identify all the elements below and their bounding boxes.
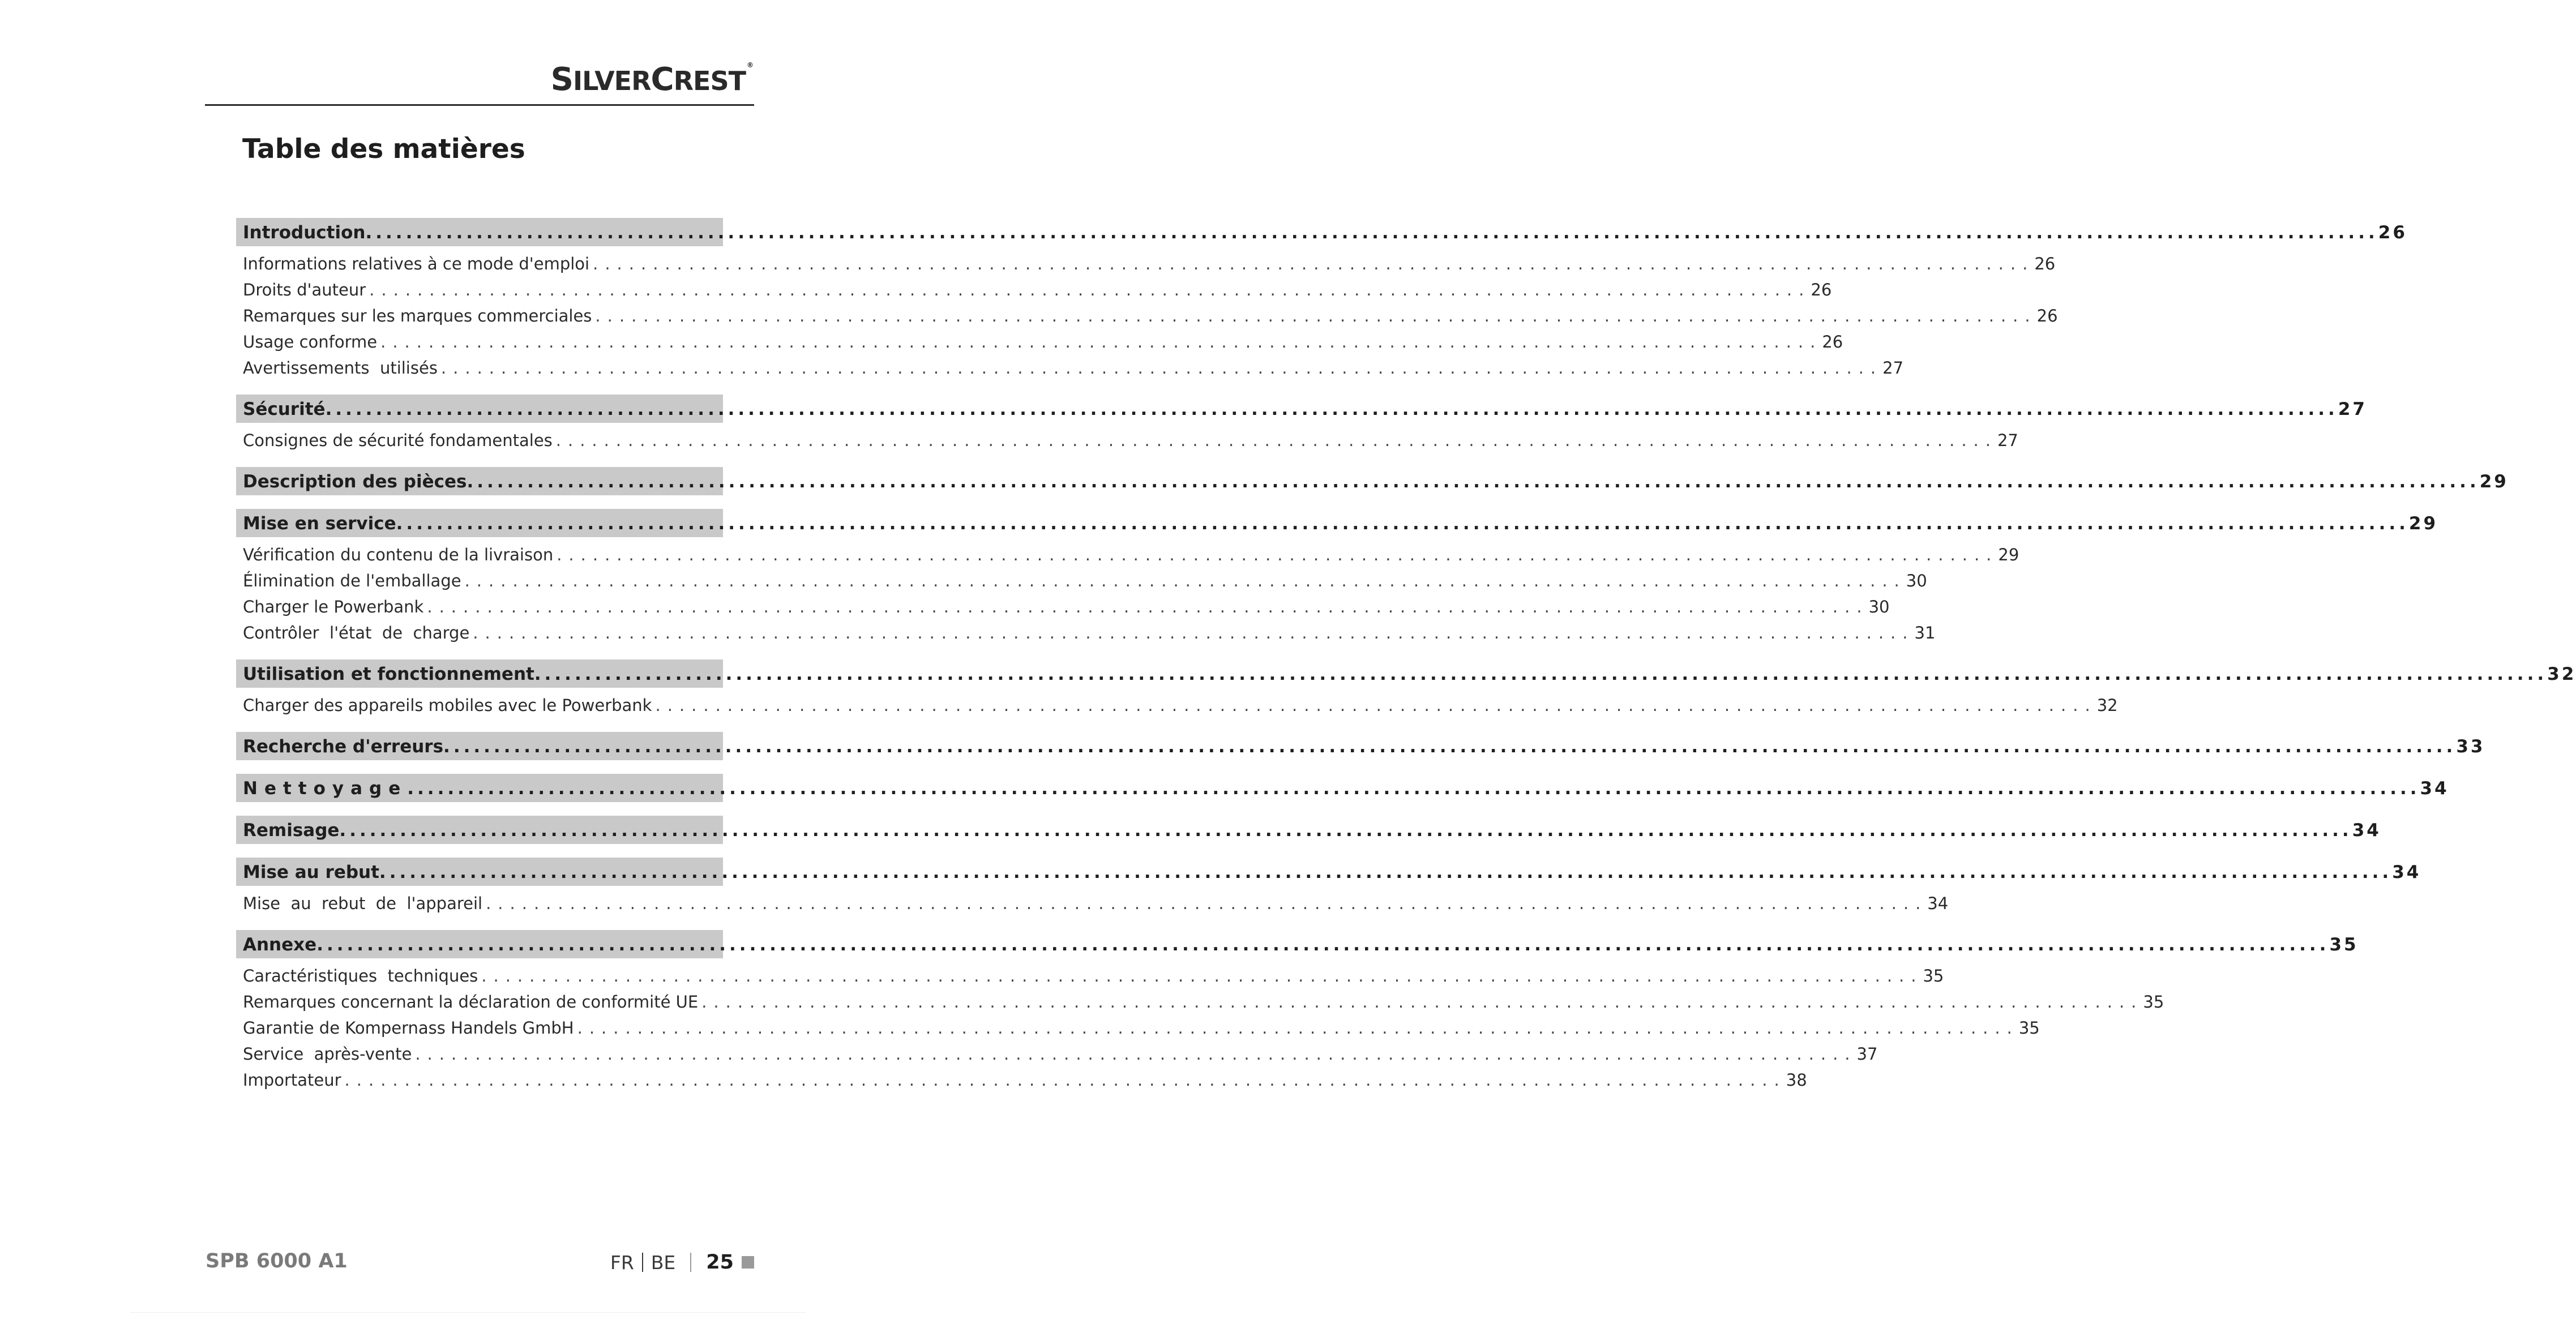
toc-entry[interactable] xyxy=(236,427,2018,453)
toc-section-heading[interactable] xyxy=(236,467,2509,495)
toc-section-page: 35 xyxy=(2329,935,2359,955)
dot-leader: ........................................................................................................................ xyxy=(557,545,1999,564)
toc-section-title: Introduction xyxy=(243,222,366,243)
toc-section-heading[interactable] xyxy=(236,509,2438,537)
toc-entry-page: 27 xyxy=(1882,358,1904,378)
toc-section-title: Mise au rebut xyxy=(243,862,379,882)
toc-section-page: 32 xyxy=(2547,664,2576,684)
square-marker-icon xyxy=(742,1256,754,1269)
toc-entry-page: 32 xyxy=(2096,696,2118,715)
toc-entry-page: 26 xyxy=(2034,254,2056,273)
toc-section-title: Utilisation et fonctionnement xyxy=(243,664,534,684)
toc-section-heading[interactable] xyxy=(236,395,2367,423)
dot-leader: ........................................................................................................................................................................................................ xyxy=(396,513,2409,534)
dot-leader: ........................................................................................................................ xyxy=(344,1070,1786,1090)
dot-leader: ........................................................................................................................ xyxy=(427,597,1869,616)
header-rule xyxy=(205,104,754,106)
brand-logo: SILVERCREST® xyxy=(550,61,753,98)
toc-entry-label: Avertissements utilisés xyxy=(243,358,438,378)
toc-section-heading[interactable] xyxy=(236,732,2485,760)
toc-entry-page: 37 xyxy=(1856,1044,1878,1064)
dot-leader: ........................................................................................................................ xyxy=(440,358,1883,378)
toc-section-heading[interactable] xyxy=(236,816,2381,844)
toc-entry-page: 34 xyxy=(1927,894,1949,913)
dot-leader: ........................................................................................................................................................................................................ xyxy=(379,862,2393,882)
page-title: Table des matières xyxy=(242,134,525,165)
toc-section-heading[interactable] xyxy=(236,218,2407,246)
dot-leader: ........................................................................................................................ xyxy=(415,1044,1857,1064)
toc-entry[interactable] xyxy=(236,303,2058,329)
toc-section-title: Sécurité xyxy=(243,399,326,419)
dot-leader: ........................................................................................................................................................................................................ xyxy=(467,472,2480,492)
dot-leader: ........................................................................................................................................................................................................ xyxy=(325,399,2338,419)
toc-entry-label: Charger le Powerbank xyxy=(243,597,424,616)
toc-entry[interactable] xyxy=(236,568,1927,594)
toc-entry-label: Charger des appareils mobiles avec le Powerbank xyxy=(243,696,652,715)
dot-leader: ........................................................................................................................ xyxy=(473,623,1915,642)
toc-entry[interactable] xyxy=(236,329,1843,355)
toc-section-title: Nettoyage xyxy=(243,778,408,799)
toc-section-title: Mise en service xyxy=(243,513,396,534)
toc-entry-label: Mise au rebut de l'appareil xyxy=(243,894,483,913)
toc-section-page: 26 xyxy=(2378,222,2407,243)
toc-entry-label: Remarques sur les marques commerciales xyxy=(243,306,592,325)
page-number: 25 xyxy=(706,1251,734,1274)
footer-separator xyxy=(690,1253,691,1272)
toc-section-title: Remisage xyxy=(243,820,340,841)
toc-entry-label: Usage conforme xyxy=(243,332,378,352)
toc-section-heading[interactable] xyxy=(236,930,2359,958)
scan-edge xyxy=(130,1312,806,1313)
dot-leader: ........................................................................................................................ xyxy=(369,280,1811,299)
lang-be: BE xyxy=(651,1251,676,1274)
toc-entry-label: Vérification du contenu de la livraison xyxy=(243,545,554,564)
toc-entry-label: Caractéristiques techniques xyxy=(243,966,478,985)
dot-leader: ........................................................................................................................ xyxy=(380,332,1822,352)
toc-entry-page: 35 xyxy=(1923,966,1944,985)
toc-entry[interactable] xyxy=(236,963,1944,989)
toc-entry-label: Élimination de l'emballage xyxy=(243,571,461,590)
toc-entry-label: Importateur xyxy=(243,1070,341,1090)
toc-entry-page: 26 xyxy=(1811,280,1832,299)
dot-leader: ........................................................................................................................................................................................................ xyxy=(443,736,2457,757)
toc-entry[interactable] xyxy=(236,542,2019,568)
dot-leader: ........................................................................................................................ xyxy=(595,306,2037,325)
dot-leader: ........................................................................................................................................................................................................ xyxy=(339,820,2352,841)
toc-section-page: 27 xyxy=(2338,399,2367,419)
dot-leader: ........................................................................................................................................................................................................ xyxy=(365,222,2378,243)
toc-entry-label: Droits d'auteur xyxy=(243,280,366,299)
toc-entry-page: 26 xyxy=(2036,306,2058,325)
table-of-contents xyxy=(236,218,2576,1093)
dot-leader: ........................................................................................................................ xyxy=(655,696,2097,715)
dot-leader: ........................................................................................................................ xyxy=(593,254,2035,273)
toc-entry-page: 29 xyxy=(1998,545,2019,564)
dot-leader: ........................................................................................................................................................................................................ xyxy=(316,935,2330,955)
toc-section-page: 34 xyxy=(2420,778,2449,799)
toc-entry[interactable] xyxy=(236,594,1890,620)
dot-leader: ........................................................................................................................ xyxy=(701,992,2143,1012)
model-number: SPB 6000 A1 xyxy=(206,1250,348,1272)
toc-entry-label: Contrôler l'état de charge xyxy=(243,623,470,642)
toc-section-heading[interactable] xyxy=(236,659,2576,688)
dot-leader: ........................................................................................................................................................................................................ xyxy=(534,664,2548,684)
toc-section-title: Annexe xyxy=(243,935,317,955)
footer-right xyxy=(610,1251,754,1274)
toc-section-page: 34 xyxy=(2352,820,2381,841)
toc-entry[interactable] xyxy=(236,1015,2040,1041)
toc-entry-page: 31 xyxy=(1914,623,1936,642)
toc-section-page: 34 xyxy=(2392,862,2421,882)
toc-entry[interactable] xyxy=(236,251,2056,277)
lang-separator xyxy=(642,1253,643,1272)
toc-section-page: 29 xyxy=(2408,513,2438,534)
toc-section-page: 29 xyxy=(2479,472,2509,492)
toc-entry[interactable] xyxy=(236,277,1832,303)
toc-entry-page: 30 xyxy=(1906,571,1927,590)
dot-leader: ........................................................................................................................................................................................................ xyxy=(407,778,2420,799)
toc-entry-label: Remarques concernant la déclaration de conformité UE xyxy=(243,992,699,1012)
toc-section-page: 33 xyxy=(2456,736,2485,757)
dot-leader: ........................................................................................................................ xyxy=(577,1018,2019,1038)
toc-section-heading[interactable] xyxy=(236,774,2449,802)
toc-entry-page: 35 xyxy=(2143,992,2164,1012)
toc-entry-page: 35 xyxy=(2018,1018,2040,1038)
toc-entry-page: 38 xyxy=(1786,1070,1807,1090)
toc-entry-label: Consignes de sécurité fondamentales xyxy=(243,431,553,450)
dot-leader: ........................................................................................................................ xyxy=(555,431,1997,450)
dot-leader: ........................................................................................................................ xyxy=(464,571,1906,590)
toc-entry[interactable] xyxy=(236,355,1904,381)
toc-entry-page: 26 xyxy=(1822,332,1843,352)
toc-section-title: Recherche d'erreurs xyxy=(243,736,444,757)
toc-entry-label: Service après-vente xyxy=(243,1044,412,1064)
dot-leader: ........................................................................................................................ xyxy=(486,894,1928,913)
toc-section-heading[interactable] xyxy=(236,858,2421,886)
toc-entry-label: Informations relatives à ce mode d'emploi xyxy=(243,254,590,273)
toc-entry-label: Garantie de Kompernass Handels GmbH xyxy=(243,1018,574,1038)
toc-entry-page: 27 xyxy=(1997,431,2018,450)
toc-entry[interactable] xyxy=(236,1041,1878,1067)
dot-leader: ........................................................................................................................ xyxy=(481,966,1923,985)
toc-entry[interactable] xyxy=(236,1067,1807,1093)
toc-entry[interactable] xyxy=(236,989,2164,1015)
toc-entry[interactable] xyxy=(236,890,1949,916)
toc-entry[interactable] xyxy=(236,620,1936,646)
lang-fr: FR xyxy=(610,1251,634,1274)
toc-entry-page: 30 xyxy=(1868,597,1890,616)
toc-section-title: Description des pièces xyxy=(243,472,467,492)
toc-entry[interactable] xyxy=(236,692,2118,718)
